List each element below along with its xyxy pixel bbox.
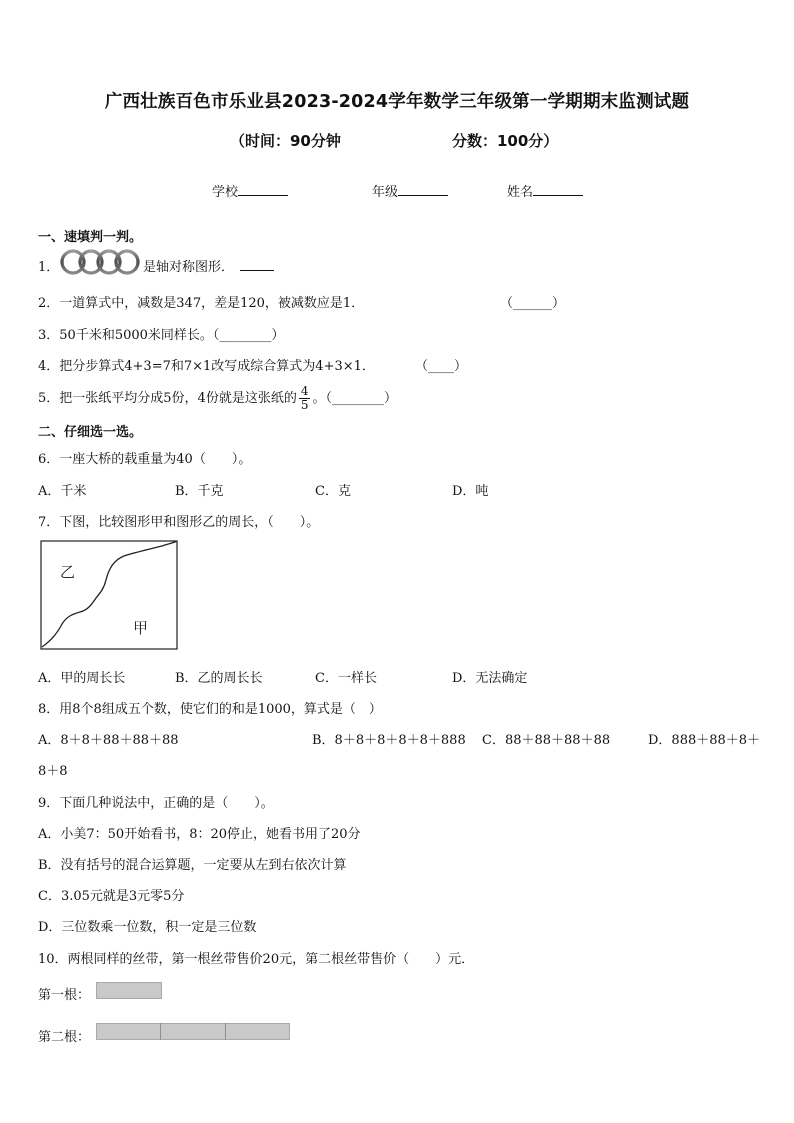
question-1: [38, 256, 59, 275]
question-2-text: 2．一道算式中，减数是347，差是120，被减数应是1．: [38, 296, 365, 311]
question-8-option-d[interactable]: D．888＋88＋8＋: [648, 733, 761, 748]
olympic-rings-figure: [58, 248, 142, 276]
label-jia: 甲: [133, 619, 149, 637]
question-8-option-c[interactable]: C．88＋88＋88＋88: [482, 733, 611, 748]
question-7-option-b[interactable]: B．乙的周长长: [175, 671, 263, 686]
fraction-four-fifths: [299, 385, 311, 412]
page-title: 广西壮族百色市乐业县2023-2024学年数学三年级第一学期期末监测试题: [104, 92, 690, 112]
question-6-option-c[interactable]: C．克: [315, 484, 351, 499]
question-9-option-b[interactable]: B．没有括号的混合运算题，一定要从左到右依次计算: [38, 858, 347, 873]
ribbon-second-divider-2: [225, 1023, 226, 1040]
school-blank[interactable]: [238, 182, 288, 196]
question-7-text: 7．下图，比较图形甲和图形乙的周长，（ ）。: [38, 515, 320, 530]
school-field: [212, 181, 288, 200]
perimeter-figure: [40, 540, 180, 652]
question-7-option-d[interactable]: D．无法确定: [452, 671, 528, 686]
question-5-end: 。（________）: [312, 391, 397, 406]
question-7-option-a[interactable]: A．甲的周长长: [38, 671, 126, 686]
question-7-option-c[interactable]: C．一样长: [315, 671, 377, 686]
question-6-option-a[interactable]: A．千米: [38, 484, 87, 499]
question-6-text: 6．一座大桥的载重量为40（ ）。: [38, 452, 252, 467]
name-label: 姓名: [507, 185, 534, 200]
name-blank[interactable]: [533, 182, 583, 196]
question-3-text: 3．50千米和5000米同样长。（________）: [38, 328, 285, 343]
ribbon-second-divider-1: [160, 1023, 161, 1040]
question-6-option-d[interactable]: D．吨: [452, 484, 489, 499]
section-1-heading: 一、速填判一判。: [38, 230, 143, 245]
question-9-option-d[interactable]: D．三位数乘一位数，积一定是三位数: [38, 920, 257, 935]
question-5: [38, 382, 397, 416]
question-8-text: 8．用8个8组成五个数，使它们的和是1000，算式是（ ）: [38, 702, 382, 717]
ribbon-second-bar: [96, 1023, 290, 1040]
ribbon-second-label: 第二根：: [38, 1030, 91, 1045]
figure-border: [41, 541, 177, 649]
fraction-numerator: 4: [300, 384, 309, 398]
section-2-heading: 二、仔细选一选。: [38, 425, 143, 440]
label-yi: 乙: [60, 563, 76, 581]
question-9-option-c[interactable]: C．3.05元就是3元零5分: [38, 889, 185, 904]
question-4-text: 4．把分步算式4+3=7和7×1改写成综合算式为4+3×1．: [38, 359, 375, 374]
question-1-blank[interactable]: [240, 257, 274, 271]
grade-label: 年级: [372, 185, 399, 200]
question-6-option-b[interactable]: B．千克: [175, 484, 224, 499]
question-10-text: 10．两根同样的丝带，第一根丝带售价20元，第二根丝带售价（ ）元．: [38, 952, 475, 967]
dividing-curve: [42, 541, 177, 647]
question-5-text: 5．把一张纸平均分成5份，4份就是这张纸的: [38, 391, 297, 406]
question-8-option-d-wrap: 8＋8: [38, 764, 68, 779]
ribbon-first-bar: [96, 982, 162, 999]
question-2-answer-paren[interactable]: （______）: [500, 296, 566, 311]
question-9-text: 9．下面几种说法中，正确的是（ ）。: [38, 796, 274, 811]
question-1-number: 1．: [38, 260, 60, 275]
question-4-answer-paren[interactable]: （____）: [415, 359, 468, 374]
exam-score: 分数：100分）: [452, 132, 559, 150]
grade-blank[interactable]: [398, 182, 448, 196]
question-9-option-a[interactable]: A．小美7：50开始看书，8：20停止，她看书用了20分: [38, 827, 361, 842]
question-8-option-b[interactable]: B．8＋8＋8＋8＋8＋888: [312, 733, 466, 748]
ribbon-first-label: 第一根：: [38, 988, 91, 1003]
question-1-text: 是轴对称图形．: [143, 256, 274, 275]
exam-time: （时间：90分钟: [230, 132, 341, 150]
name-field: [507, 181, 583, 200]
grade-field: [372, 181, 448, 200]
question-8-option-a[interactable]: A．8＋8＋88＋88＋88: [38, 733, 179, 748]
school-label: 学校: [212, 185, 239, 200]
fraction-denominator: 5: [300, 398, 309, 412]
